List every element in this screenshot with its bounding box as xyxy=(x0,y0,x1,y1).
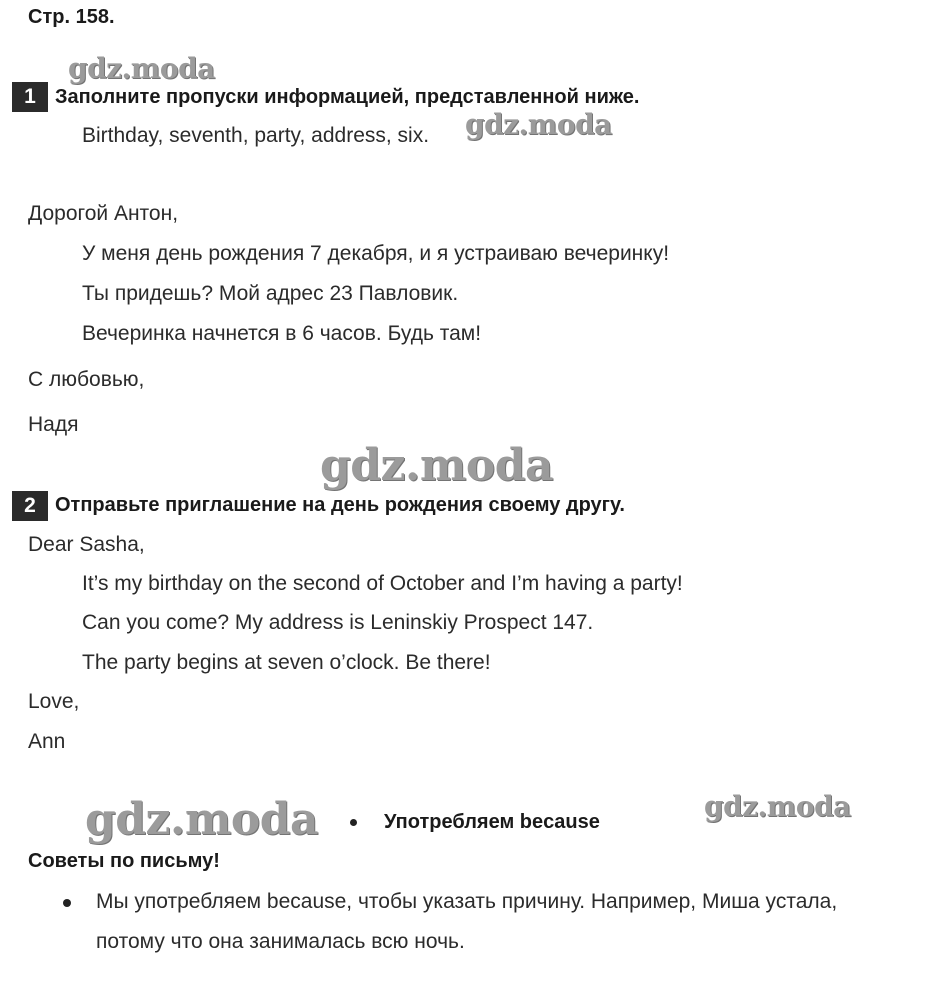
watermark-logo: gdz.moda xyxy=(68,52,215,85)
letter-signature: Надя xyxy=(28,413,79,436)
bullet-icon xyxy=(63,899,71,907)
watermark-logo: gdz.moda xyxy=(465,108,612,141)
word-list: Birthday, seventh, party, address, six. xyxy=(82,124,430,147)
watermark-logo: gdz.moda xyxy=(320,440,554,491)
watermark-logo: gdz.moda xyxy=(85,794,319,845)
exercise-number-badge: 2 xyxy=(12,491,48,521)
letter-line: Ты придешь? Мой адрес 23 Павловик. xyxy=(82,282,459,305)
letter-line: Can you come? My address is Leninskiy Prospect 147. xyxy=(82,611,594,634)
tip-text-line: потому что она занималась всю ночь. xyxy=(96,930,465,953)
tips-heading: Советы по письму! xyxy=(28,850,220,872)
letter-greeting: Дорогой Антон, xyxy=(28,202,179,225)
exercise-instruction: Отправьте приглашение на день рождения своему другу. xyxy=(55,494,625,516)
letter-line: The party begins at seven o’clock. Be there! xyxy=(82,651,491,674)
page-label: Стр. 158. xyxy=(28,6,115,28)
letter-signature: Ann xyxy=(28,730,66,753)
letter-greeting: Dear Sasha, xyxy=(28,533,145,556)
tip-topic-heading: Употребляем because xyxy=(384,811,600,833)
exercise-number-badge: 1 xyxy=(12,82,48,112)
watermark-logo: gdz.moda xyxy=(704,790,851,823)
letter-line: Вечеринка начнется в 6 часов. Будь там! xyxy=(82,322,482,345)
letter-line: It’s my birthday on the second of October and I’m having a party! xyxy=(82,572,683,595)
letter-closing: Love, xyxy=(28,690,80,713)
bullet-icon xyxy=(350,819,357,826)
letter-closing: С любовью, xyxy=(28,368,145,391)
letter-line: У меня день рождения 7 декабря, и я устраиваю вечеринку! xyxy=(82,242,670,265)
exercise-instruction: Заполните пропуски информацией, представленной ниже. xyxy=(55,86,640,108)
tip-text-line: Мы употребляем because, чтобы указать причину. Например, Миша устала, xyxy=(96,890,838,913)
